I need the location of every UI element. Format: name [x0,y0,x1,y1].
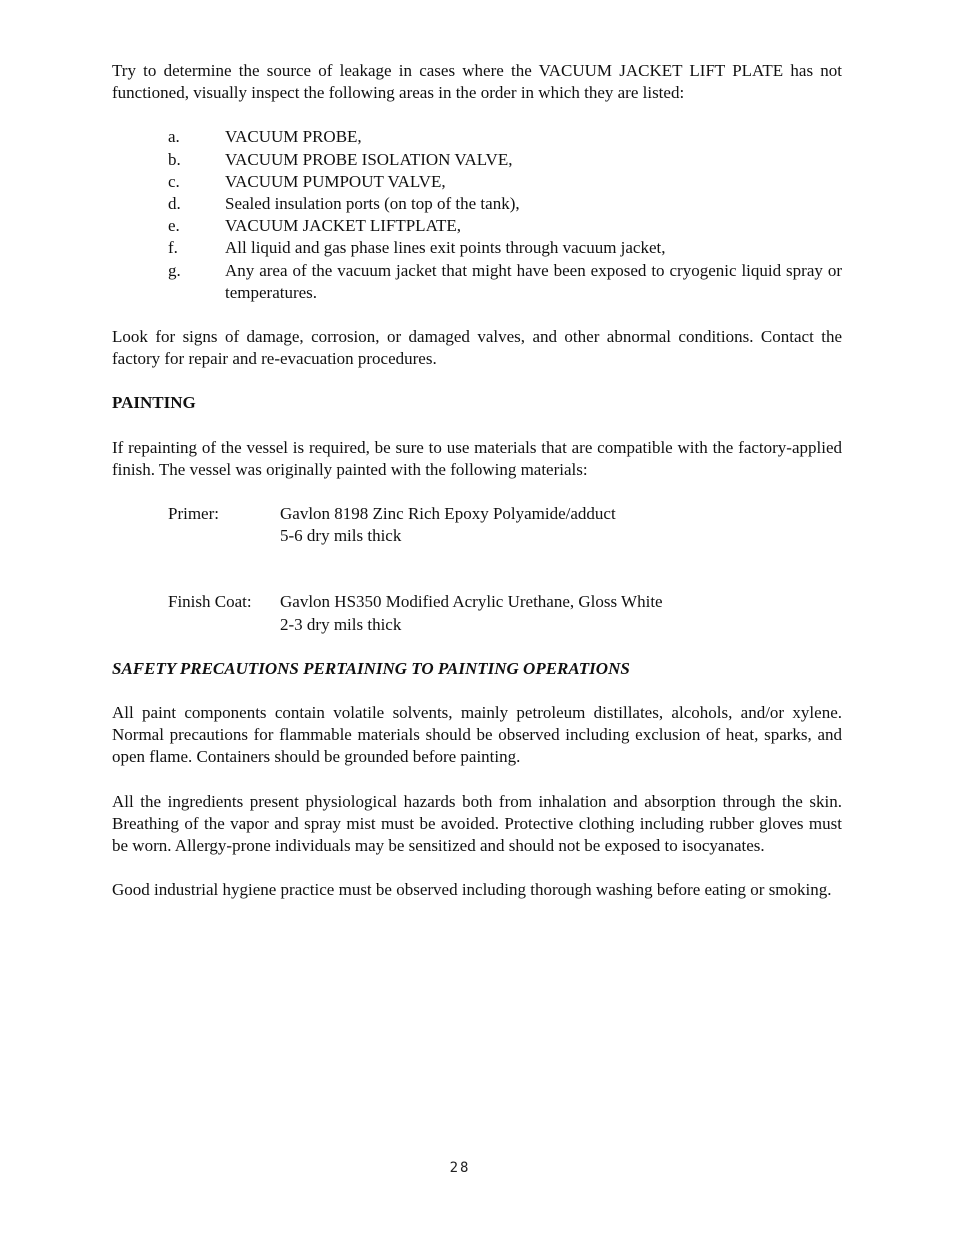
safety-heading: SAFETY PRECAUTIONS PERTAINING TO PAINTING OPERATIONS [112,658,630,678]
list-item-marker: b. [168,149,181,169]
list-item [168,260,842,304]
list-item-text: VACUUM PROBE ISOLATION VALVE, [225,149,513,169]
list-item-text: VACUUM JACKET LIFTPLATE, [225,216,461,236]
inspection-list [168,126,842,304]
damage-paragraph: Look for signs of damage, corrosion, or damaged valves, and other abnormal conditions. Contact the factory for repair and re-evacuation procedures. [112,327,842,369]
list-item-text: Any area of the vacuum jacket that might have been exposed to cryogenic liquid spray or temperatures. [225,260,842,302]
list-item [168,126,842,148]
list-item-marker: a. [168,127,180,147]
list-item-marker: d. [168,194,181,214]
primer-details [280,503,616,547]
finish-coat-material: Gavlon HS350 Modified Acrylic Urethane, Gloss White [280,592,663,612]
list-item-marker: g. [168,260,181,280]
finish-coat-spec [168,591,842,635]
primer-thickness: 5-6 dry mils thick [280,526,402,546]
primer-spec [168,503,842,547]
list-item-text: Sealed insulation ports (on top of the tank), [225,194,520,214]
finish-coat-details [280,591,663,635]
list-item [168,193,842,215]
page-number: 28 [449,1160,471,1176]
painting-heading: PAINTING [112,393,196,413]
primer-label: Primer: [168,504,219,524]
list-item [168,215,842,237]
list-item-marker: f. [168,238,178,258]
list-item-marker: e. [168,216,180,236]
list-item [168,237,842,259]
list-item [168,171,842,193]
safety-paragraph-solvents: All paint components contain volatile solvents, mainly petroleum distillates, alcohols, and/or xylene. Normal precautions for flammable materials should be observed including exclusion of heat, sparks, and open flame. Containers should be grounded before painting. [112,703,842,767]
primer-material: Gavlon 8198 Zinc Rich Epoxy Polyamide/adduct [280,504,616,524]
safety-paragraph-hazards: All the ingredients present physiological hazards both from inhalation and absorption through the skin. Breathing of the vapor and spray mist must be avoided. Protective clothing including rubber gloves must be worn. Allergy-prone individuals may be sensitized and should not be exposed to isocyanates. [112,791,842,856]
list-item [168,149,842,171]
finish-coat-thickness: 2-3 dry mils thick [280,614,402,634]
list-item-text: All liquid and gas phase lines exit points through vacuum jacket, [225,238,666,258]
document-body [112,60,842,923]
list-item-text: VACUUM PUMPOUT VALVE, [225,171,446,191]
intro-paragraph: Try to determine the source of leakage in cases where the VACUUM JACKET LIFT PLATE has not functioned, visually inspect the following areas in the order in which they are listed: [112,61,842,103]
list-item-marker: c. [168,171,180,191]
painting-intro: If repainting of the vessel is required, be sure to use materials that are compatible with the factory-applied finish. The vessel was originally painted with the following materials: [112,437,842,479]
finish-coat-label: Finish Coat: [168,592,252,612]
safety-paragraph-hygiene: Good industrial hygiene practice must be observed including thorough washing before eating or smoking. [112,880,832,900]
list-item-text: VACUUM PROBE, [225,127,362,147]
